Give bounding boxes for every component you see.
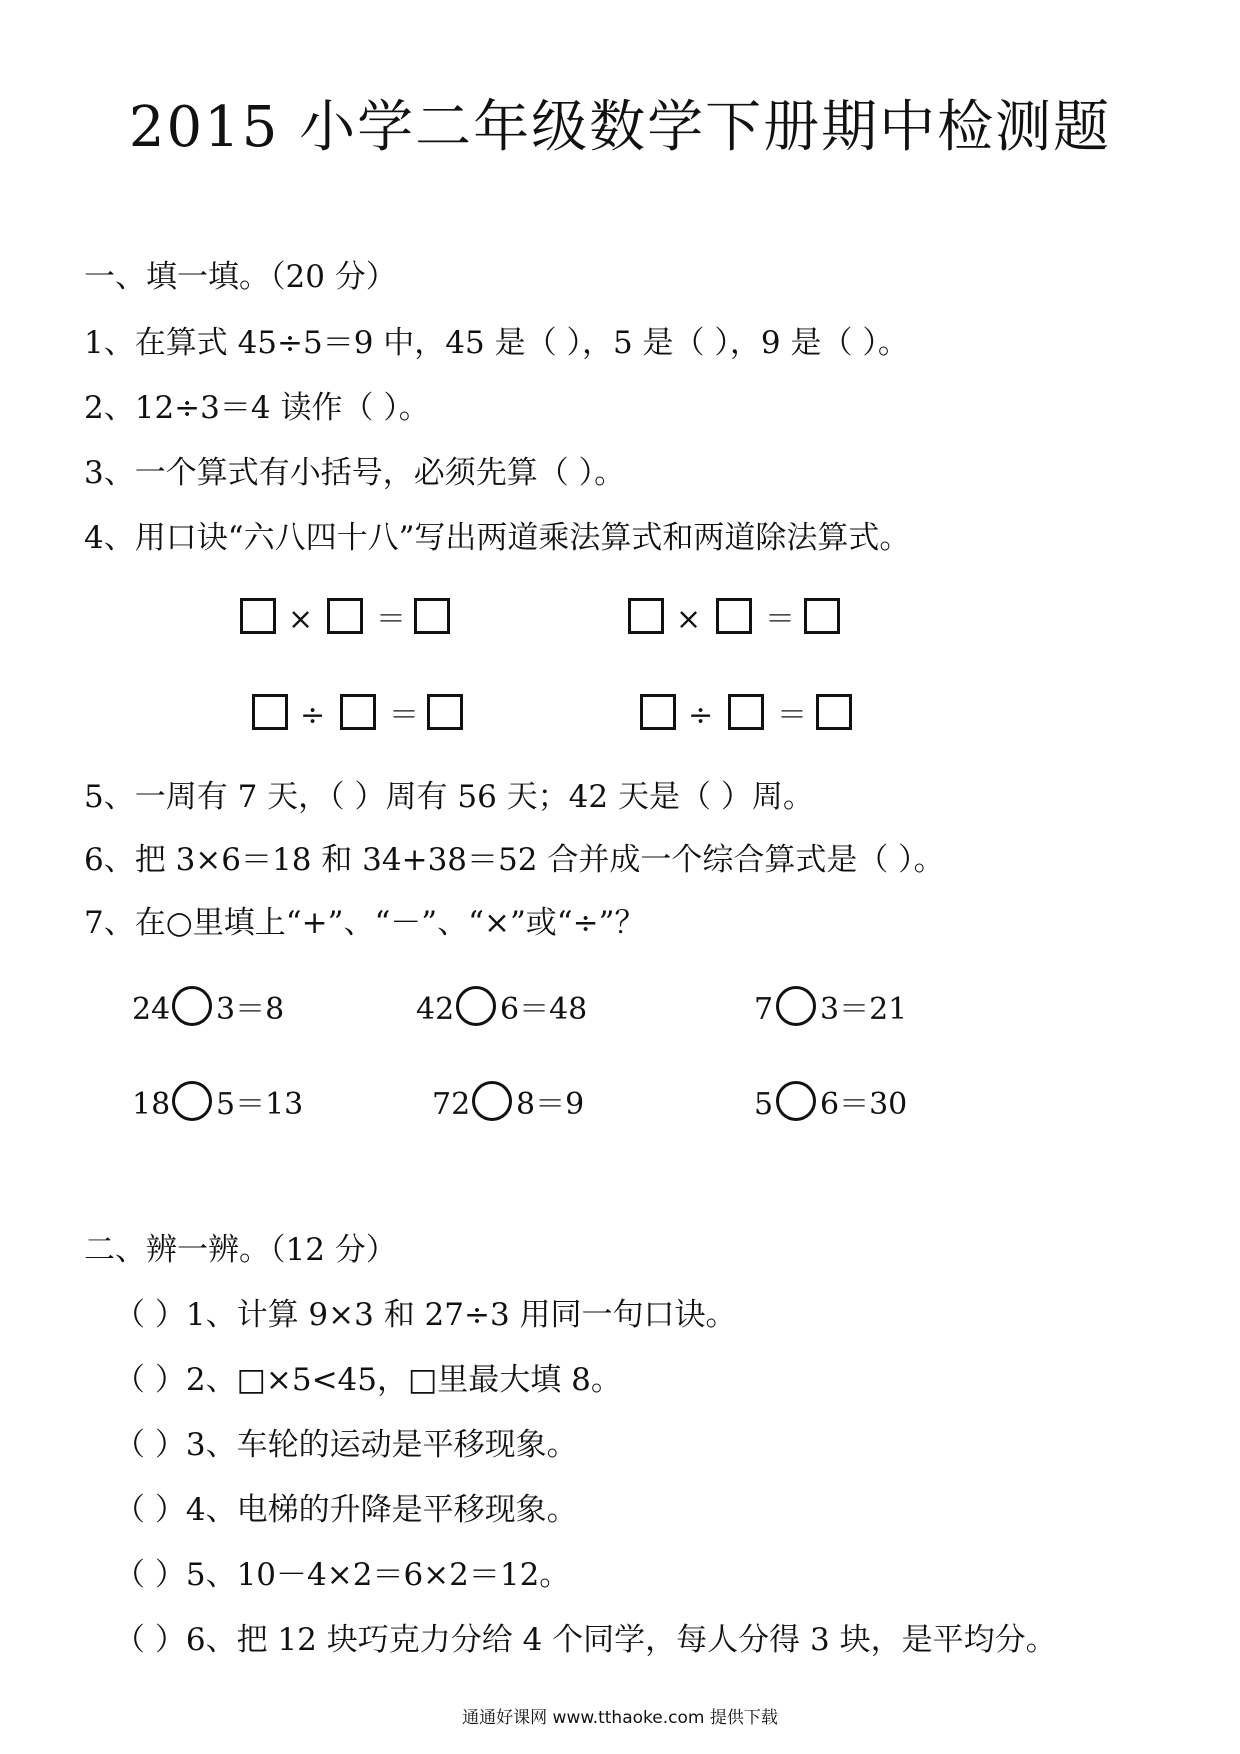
equals-sign: ＝ — [777, 698, 807, 733]
question-1: 1、在算式 45÷5＝9 中，45 是（ ），5 是（ ），9 是（ ）。 — [84, 325, 909, 361]
answer-box[interactable] — [640, 694, 676, 730]
divide-sign: ÷ — [688, 698, 714, 733]
equals-sign: ＝ — [765, 602, 795, 637]
divide-sign: ÷ — [300, 698, 326, 733]
operator-circle[interactable] — [776, 1081, 816, 1121]
operand-right: 5＝13 — [216, 1087, 304, 1122]
judge-item-5: （ ）5、10－4×2＝6×2＝12。 — [114, 1557, 571, 1593]
operand-left: 18 — [132, 1087, 171, 1122]
section2-heading: 二、辨一辨。（12 分） — [84, 1232, 397, 1268]
judge-item-4: （ ）4、电梯的升降是平移现象。 — [114, 1492, 578, 1528]
equals-sign: ＝ — [389, 698, 419, 733]
operand-right: 3＝8 — [216, 992, 285, 1027]
operator-circle[interactable] — [456, 986, 496, 1026]
answer-box[interactable] — [427, 694, 463, 730]
operand-left: 5 — [754, 1087, 774, 1122]
answer-box[interactable] — [816, 694, 852, 730]
question-3: 3、一个算式有小括号，必须先算（ ）。 — [84, 455, 626, 491]
operator-circle[interactable] — [776, 986, 816, 1026]
question-4: 4、用口诀“六八四十八”写出两道乘法算式和两道除法算式。 — [84, 520, 911, 556]
operator-circle[interactable] — [472, 1081, 512, 1121]
judge-item-2: （ ）2、□×5<45，□里最大填 8。 — [114, 1362, 622, 1398]
operand-left: 72 — [432, 1087, 471, 1122]
footer-credit: 通通好课网 www.tthaoke.com 提供下载 — [462, 1708, 778, 1728]
answer-box[interactable] — [240, 598, 276, 634]
answer-box[interactable] — [716, 598, 752, 634]
question-2: 2、12÷3＝4 读作（ ）。 — [84, 390, 430, 426]
answer-box[interactable] — [340, 694, 376, 730]
operand-right: 6＝48 — [500, 992, 588, 1027]
judge-item-6: （ ）6、把 12 块巧克力分给 4 个同学，每人分得 3 块，是平均分。 — [114, 1622, 1057, 1658]
answer-box[interactable] — [728, 694, 764, 730]
page-title: 2015 小学二年级数学下册期中检测题 — [128, 95, 1112, 160]
operator-circle[interactable] — [172, 986, 212, 1026]
answer-box[interactable] — [414, 598, 450, 634]
equals-sign: ＝ — [376, 602, 406, 637]
answer-box[interactable] — [628, 598, 664, 634]
question-6: 6、把 3×6＝18 和 34+38＝52 合并成一个综合算式是（ ）。 — [84, 842, 945, 878]
operand-right: 3＝21 — [820, 992, 908, 1027]
operand-left: 24 — [132, 992, 171, 1027]
question-7: 7、在○里填上“+”、“－”、“×”或“÷”？ — [84, 905, 646, 941]
operator-circle[interactable] — [172, 1081, 212, 1121]
times-sign: × — [288, 602, 314, 637]
times-sign: × — [676, 602, 702, 637]
judge-item-3: （ ）3、车轮的运动是平移现象。 — [114, 1427, 578, 1463]
question-5: 5、一周有 7 天，（ ）周有 56 天；42 天是（ ）周。 — [84, 779, 814, 815]
operand-left: 7 — [754, 992, 774, 1027]
section1-heading: 一、填一填。（20 分） — [84, 259, 397, 295]
operand-right: 8＝9 — [516, 1087, 585, 1122]
answer-box[interactable] — [252, 694, 288, 730]
operand-left: 42 — [416, 992, 455, 1027]
answer-box[interactable] — [804, 598, 840, 634]
judge-item-1: （ ）1、计算 9×3 和 27÷3 用同一句口诀。 — [114, 1297, 737, 1333]
operand-right: 6＝30 — [820, 1087, 908, 1122]
answer-box[interactable] — [327, 598, 363, 634]
